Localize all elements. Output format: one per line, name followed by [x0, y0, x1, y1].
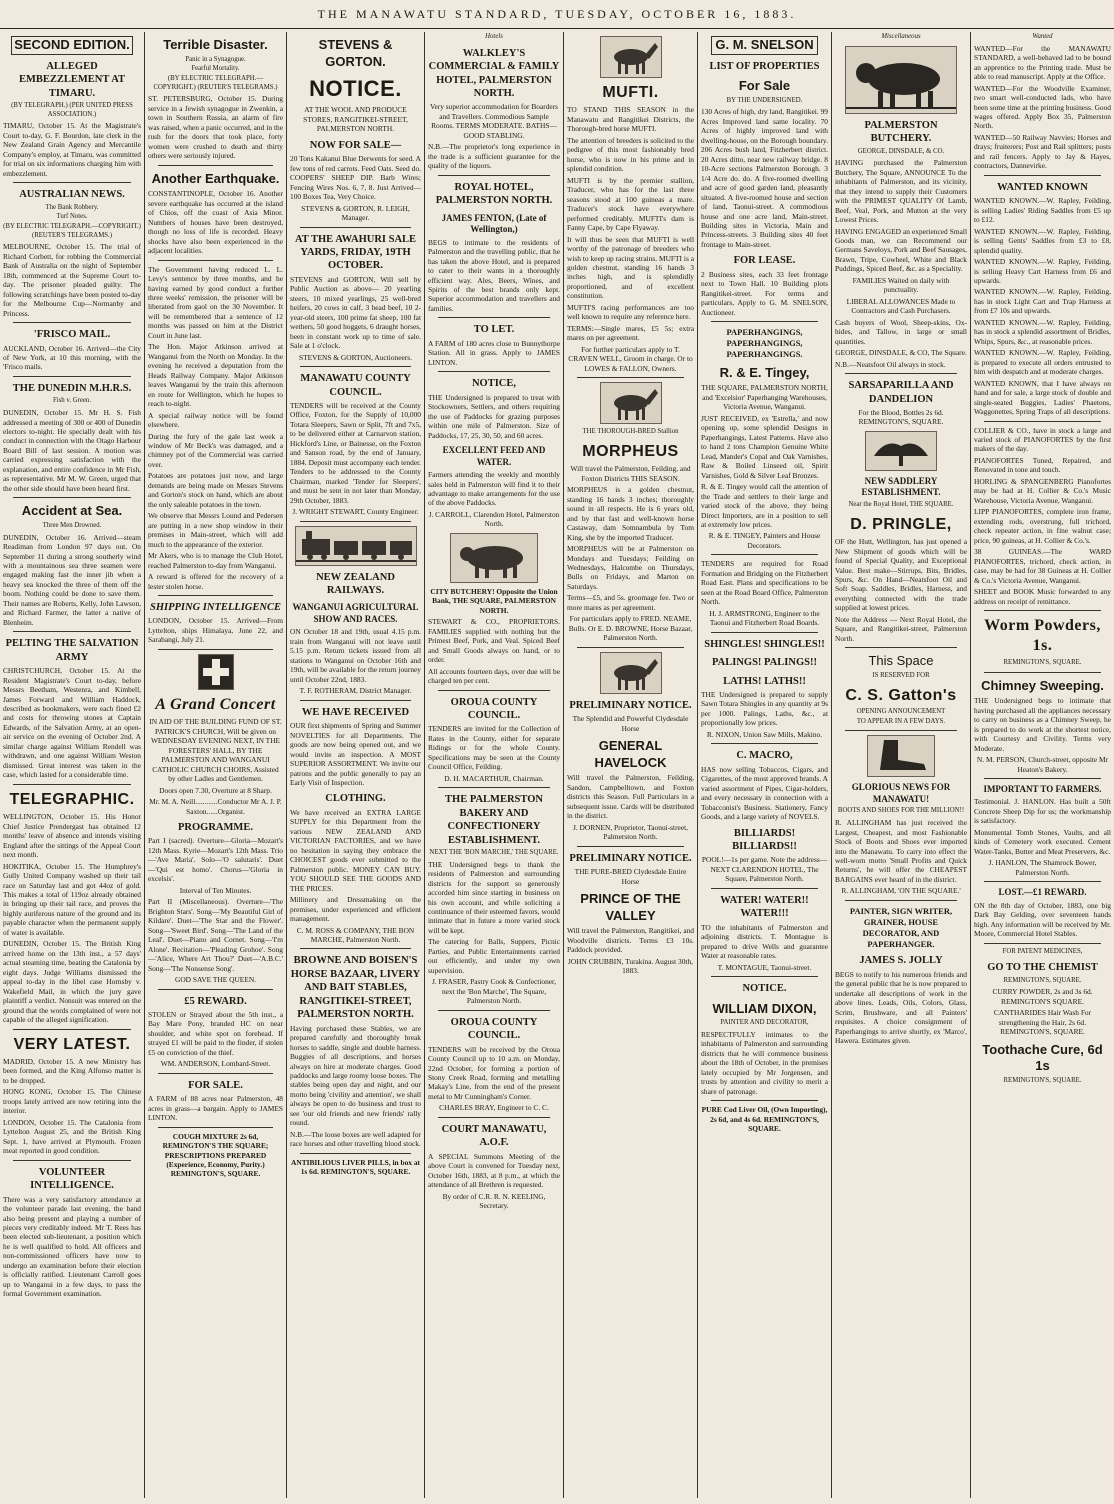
water-text: TO the inhabitants of Palmerston and adjoining districts. T. Montague is prepared to drive Wells and guarantee Water at reasonable rates. — [701, 922, 828, 961]
hotel-note: N.B.—The proprietor's long experience in the trade is a sufficient guarantee for the quality of the liquors. — [428, 142, 560, 171]
railway-subtitle: WANGANUI AGRICULTURAL SHOW AND RACES. — [292, 602, 419, 624]
paper-signature: R. & E. TINGEY, Painters and House Decorators. — [708, 531, 821, 550]
concert-doors: Doors open 7.30, Overture at 8 Sharp. — [159, 785, 272, 795]
lease-text: 2 Business sites, each 33 feet frontage next to Town Hall. 10 Building plots Rangitikei-street. For terms and particulars, Apply to G. M. SNELSON, Auctioneer. — [701, 269, 828, 317]
hotel-title: ROYAL HOTEL, PALMERSTON NORTH. — [435, 181, 553, 207]
programme-part-2: Part II (Miscellaneous). Overture—'The Brighton Stars'. Song—'My Beautiful Girl of Kildare'. Duet—'The Star and the Flower'. Song—'Sweet Bird'. Song—'The Land of the Leal'. Duet—Piano and Cornet. Song—'I'm Alone'. Recitation—'Pleading Grohoe'. Song—'Alice, Where Art Thou?' Duet—'A.B.C.' Song—'The Nonsense Song'. — [148, 897, 283, 973]
stallion-heading: THE THOROUGH-BRED Stallion — [582, 428, 679, 436]
local-news: Potatoes are potatoes just now, and large demands are being made on Messrs Stevens and Gorton's stock on hand, which are about the only saleable potatoes in the town. — [148, 471, 283, 509]
column-1 — [0, 32, 144, 1498]
reserved-for: IS RESERVED FOR — [872, 671, 930, 679]
horse-engraving-icon — [600, 652, 662, 694]
butchery-title: PALMERSTON BUTCHERY. — [864, 119, 938, 145]
headline: TELEGRAPHIC. — [9, 790, 135, 808]
stallion-text: MORPHEUS will be at Palmerston on Mondays and Tuesdays; Feilding on Wednesdays, Halcombe on Thursdays, Bulls on Fridays, and Marton on Saturdays. — [567, 544, 694, 591]
paper-text: R. & E. Tingey would call the attention of the Trade and settlers to their large and varied stock of the above, they being Direct Importers, are in a position to sell at extremely low prices. — [701, 482, 828, 529]
palings-title: PALINGS! PALINGS!! — [712, 657, 817, 669]
butchery-signature: GEORGE, DINSDALE, & CO, The Square. — [835, 348, 967, 358]
painter-name: WILLIAM DIXON, — [712, 1000, 817, 1016]
notice-signature: JOHN CRUBBIN, Turakina. August 30th, 1883. — [567, 956, 694, 976]
farmers-text: Testimonial. J. HANLON. Has built a 50ft Concrete Sheep Dip for us; the workmanship is satisfactory. — [974, 797, 1111, 826]
reward-title: £5 REWARD. — [184, 995, 247, 1007]
section-title: SECOND EDITION. — [11, 36, 133, 55]
column-2 — [145, 32, 286, 1498]
column-8 — [971, 32, 1114, 1498]
railway-text: ON October 18 and 19th, usual 4.15 p.m. train from Wanganui will not leave until 5.15 p.m. Return tickets issued from all stations to Wanganui on October 16th and 19th, will be available for the return journey until October 22nd, 1883. — [290, 627, 421, 684]
stallion-name: MORPHEUS — [582, 442, 679, 460]
council-text: TENDERS are invited for the Collection of Rates in the County, either for separate Ridings or for the whole County. Specifications may be seen at the County Council Office, Feilding. — [428, 724, 560, 772]
article-text: LONDON, October 15. Arrived—From Lyttelton, ships Himalaya, June 22, and Sarabangi, July 21. — [148, 616, 283, 645]
headline: VERY LATEST. — [13, 1035, 131, 1053]
wanted-ad: WANTED—For the MANAWATU STANDARD, a well-behaved lad to be bound an apprentice to the Printing trade. Must be able to read manuscript. Apply at the Office. — [974, 43, 1111, 82]
piano-ad: PIANOFORTES Tuned, Repaired, and Renovated in tone and touch. — [974, 455, 1111, 475]
masthead — [0, 0, 1114, 29]
notice-title: PRELIMINARY NOTICE. — [569, 699, 692, 711]
boots-text: R. ALLINGHAM has just received the Largest, Cheapest, and most Fashionable Stock of Boots and Shoes ever imported into the Manawatu. To carry into effect the well-worn motto 'Small Profits and Quick Returns', he will offer the CHEAPEST BARGAINS ever heard of in the district. — [835, 818, 967, 884]
laths-title: LATHS! LATHS!! — [723, 675, 806, 687]
ad-signature: STEVENS & GORTON, R. LEIGH, Manager. — [301, 203, 410, 223]
stallion-name: MUFTI. — [602, 84, 659, 101]
water-title: WATER! WATER!! WATER!!! — [720, 894, 809, 920]
butchery-note: All accounts fourteen days, over due will be charged ten per cent. — [428, 666, 560, 686]
tender-text: TENDERS are required for Road Formation and Bridging on the Fitzherbert Road East. Plans and specifications to be seen at the Road Board Office, Palmerston North. — [701, 559, 828, 607]
notice-title: PRELIMINARY NOTICE. — [569, 852, 692, 864]
train-engraving-icon — [295, 526, 417, 566]
article-text: AUCKLAND, October 16. Arrived—the City of New York, at 10 this morning, with the 'Frisco mails. — [3, 343, 141, 372]
council-title: OROUA COUNTY COUNCIL. — [450, 696, 538, 721]
section-label: Miscellaneous — [881, 33, 921, 40]
notice-text: Will travel the Palmerston, Rangitikei, and Woodville districts. Terms £3 10s. Paddock provided. — [567, 926, 694, 955]
tobacconist-text: HAS now selling Tobaccos, Cigars, and Cigarettes, of the most approved brands. A varied assortment of Pipes, Cigar-holders, and every necessary in connection with a Tobacconist's Business. Stationery, Fancy Goods, and a large variety of NOVELS. — [701, 764, 828, 822]
programme-interval: Interval of Ten Minutes. — [179, 885, 252, 895]
notice-text: THE Undersigned is prepared to treat with Stockowners, Settlers, and others requiring the use of Paddocks for grazing purposes within one mile of Palmerston. Size of Paddocks, 17, 25, 30, 50, and 60 acres. — [428, 392, 560, 440]
auction-signature: STEVENS & GORTON, Auctioneers. — [299, 352, 412, 362]
headline: VOLUNTEER INTELLIGENCE. — [30, 1166, 114, 1192]
notice-title: NOTICE. — [742, 983, 787, 995]
butchery-text: HAVING purchased the Palmerston Butchery, The Square, ANNOUNCE To the inhabitants of Palmerston, and its vicinity, that they intend to supply their Customers with the PRIMEST QUALITY Of Lamb, Beef, Veal, Pork, and Mutton at the very Lowest Prices. — [835, 158, 967, 225]
piano-ad: COLLIER & CO., have in stock a large and varied stock of PIANOFORTES by the first makers of the day. — [974, 425, 1111, 454]
butchery-title: CITY BUTCHERY! Opposite the Union Bank, THE SQUARE, PALMERSTON NORTH. — [430, 586, 558, 615]
subheading: Turf Notes. — [56, 213, 88, 221]
pills-ad: ANTIBILIOUS LIVER PILLS, in box at 1s 6d. REMINGTON'S, SQUARE. — [291, 1157, 420, 1177]
ad-list: 20 Tons Kakanui Blue Derwents for seed. A few tons of red carrots. Feed Oats. Seed do. COOPERS' SHEEP DIP. Barb Wires; Fencing Wires Nos. 6, 7, 8. Just Arrived—100 Boxes Tea, Very Choice. — [290, 154, 421, 202]
medicine-address: REMINGTON'S, SQUARE. — [1003, 976, 1082, 984]
section-label: Wanted — [1032, 33, 1053, 40]
lost-title: LOST.—£1 REWARD. — [998, 887, 1087, 898]
paper-text: JUST RECEIVED, ex 'Estrella,' and now opening up, some splendid Designs in Paperhangings, Latest Patterns. Have also to hand 2 tons Champion Genuine White Lead, Mander's Copal and Oak Varnishes, Raw & Boiled Linseed oil, Spirit Varnishes, Gold & Silver Leaf Bronzes. — [701, 413, 828, 480]
bazaar-title: BROWNE AND BOISEN'S HORSE BAZAAR, LIVERY AND BAIT STABLES, RANGITIKEI-STREET, PALMERSTON NORTH. — [290, 955, 421, 1021]
programme-part-1: Part I (sacred). Overture—Gloria—Mozart's 12th Mass. Kyrie—Mozart's 12th Mass. Trio—'Ave Maria'. Solo—'O salutaris'. Duet—'Qui est homo'. Chorus—'Gloria in excelsis'. — [148, 836, 283, 884]
bazaar-text: Having purchased these Stables, we are prepared carefully and thoroughly break horses to saddle, single and double harness. Buggies of all descriptions, and horses always on hire at moderate charges. Good paddocks and large roomy loose boxes. The stables being open day and night, and our motto being 'civility and attention', we shall always be open to do business and trust to see 'our old friends and new friends' rally round. — [290, 1023, 421, 1128]
notice-signature: J. DORNEN, Proprietor, Taonui-street, Palmerston North. — [572, 822, 689, 842]
agent-name: G. M. SNELSON — [711, 36, 818, 55]
council-signature: CHARLES BRAY, Engineer to C. C. — [439, 1103, 549, 1113]
wanted-ad: WANTED—50 Railway Navvies; Horses and drays; fruiterers; Post and Rail splitters; posts and rail fencers. Apply to Jay & Hayes, contractors, Dannevirke. — [974, 132, 1111, 171]
headline: 'FRISCO MAIL. — [33, 329, 111, 341]
ad-location: AT THE WOOL AND PRODUCE STORES, RANGITIKEI-STREET, PALMERSTON NORTH. — [303, 105, 408, 134]
headline: Accident at Sea. — [21, 503, 123, 519]
wanted-known-ad: WANTED KNOWN.—W. Rapley, Feilding, is selling Ladies' Riding Saddles from £5 up to £12. — [974, 196, 1111, 225]
local-news: The Hon. Major Atkinson arrived at Wanganui from the North on Monday. In the evening he received a deputation from the Heads Railway Company. Major Atkinson leaves Wanganui by the train this afternoon en route for Wellington, which he hopes to reach to-night. — [148, 342, 283, 409]
headline: ALLEGED EMBEZZLEMENT AT TIMARU. — [18, 60, 126, 99]
chimney-signature: N. M. PERSON, Church-street, opposite Mr Heaton's Bakery. — [976, 755, 1109, 774]
horse-engraving-icon — [600, 382, 662, 424]
millinery-text: Millinery and Dressmaking on the premises, under experienced and efficient management. — [290, 895, 421, 924]
butchery-owner: GEORGE, DINSDALE, & CO. — [857, 147, 945, 155]
properties-title: LIST OF PROPERTIES — [709, 60, 820, 72]
worm-powders-address: REMINGTON'S, SQUARE. — [1003, 658, 1082, 666]
cross-emblem-icon — [198, 654, 234, 690]
article-text: MELBOURNE, October 15. The trial of Richard Corbett, for robbing the Commercial Bank of Australia on the night of September 18th, commenced at the Supreme Court to-day. The prisoner pleaded guilty. The following scratchings have been posted to-day for the Melbourne Cup—Normanby and Princess. — [3, 242, 141, 318]
auction-title: AT THE AWAHURI SALE YARDS, FRIDAY, 19TH OCTOBER. — [294, 233, 417, 272]
article-text: DUNEDIN, October 16. Arrived—steam Readiman from London 97 days out. On September 11 during a strong southerly wind with a mountainous sea three seamen were engaged making fast the inner jib when a heavy sea knocked the three of them off the boom. Nothing could be done to save them. Their names are Roberts, Kelly, John Lawson, and Richard Farmer, the latter a native of Blenheim. — [3, 532, 141, 627]
ad-notice-title: NOTICE. — [309, 76, 402, 102]
saddler-name: D. PRINGLE, — [850, 515, 952, 533]
stallion-text: It will thus be seen that MUFTI is well worthy of the patronage of breeders who wish to keep up racing strains. MUFTI is a golden chestnut, standing 16 hands 3 inches high, and is splendidly proportioned, and of excellent constitution. — [567, 234, 694, 301]
notice-signature: J. CARROLL, Clarendon Hotel, Palmerston North. — [428, 509, 560, 529]
for-sale-text: A FARM of 88 acres near Palmerston, 48 acres in grass—a bargain. Apply to JAMES LINTON. — [148, 1094, 283, 1123]
byline: (BY ELECTRIC TELEGRAPH.—COPYRIGHT.) (REUTER'S TELEGRAMS.) — [153, 75, 278, 91]
hotel-text: Very superior accommodation for Boarders and Travellers. Commodious Sample Rooms. TERMS MODERATE. BATHS—GOOD STABLING. — [429, 102, 559, 140]
local-news: A special railway notice will be found elsewhere. — [148, 410, 283, 430]
headline: Another Earthquake. — [151, 170, 280, 186]
stallion-terms: Terms—£5, and 5s. groomage fee. Two or more mares as per agreement. — [567, 593, 694, 612]
horse-engraving-icon — [600, 36, 662, 78]
bull-engraving-icon — [450, 533, 538, 583]
tender-signature: J. WRIGHT STEWART, County Engineer. — [292, 507, 419, 517]
farmers-signature: J. HANLON, The Shamrock Bower, Palmerston North. — [988, 858, 1097, 877]
tender-signature: H. J. ARMSTRONG, Engineer to the Taonui and Fitzherbert Road Boards. — [709, 608, 820, 628]
toothache-title: Toothache Cure, 6d 1s — [982, 1041, 1103, 1074]
article-text: HONG KONG, October 15. The Chinese troops lately arrived are now retiring into the interior. — [3, 1087, 141, 1116]
cod-liver-oil-ad: PURE Cod Liver Oil, (Own Importing), 2s 6d, and 4s 6d. REMINGTON'S, SQUARE. — [701, 1105, 828, 1134]
butchery-text: LIBERAL ALLOWANCES Made to Contractors and Cash Purchasers. — [846, 296, 956, 316]
local-news: During the fury of the gale last week a window of Mr Beck's was damaged, and a chimney pot of the Commercial was carried over. — [148, 431, 283, 469]
article-text: MADRID, October 15. A new Ministry has been formed, and the King Alfonso matter is to be dropped. — [3, 1057, 141, 1085]
farmers-text: Monumental Tomb Stones, Vaults, and all kinds of Cemetery work executed. Cement Water-Tanks, Butter and Meat Preservers, &c. — [974, 827, 1111, 856]
remington-ad: COUGH MIXTURE 2s 6d, REMINGTON'S THE SQUARE; PRESCRIPTIONS PREPARED (Experience, Economy, Purity.) REMINGTON'S, SQUARE. — [162, 1131, 269, 1179]
stallion-text: MUFTI'S racing performances are too well known to require any reference here. — [567, 302, 694, 322]
council-text: TENDERS will be received by the Oroua County Council up to 10 a.m. on Monday, 22nd October, for forming a portion of Stony Creek Road, forming and metalling Makay's Line, from the end of the present metal to Mr Cunningham's Corner. — [428, 1044, 560, 1101]
column-7 — [832, 32, 970, 1498]
court-text: A SPECIAL Summons Meeting of the above Court is convened for Tuesday next, October 16th, 1883, at 8 p.m., at which the attendance of all Brethren is requested. — [428, 1151, 560, 1190]
for-sale-title: FOR SALE. — [188, 1079, 243, 1091]
article-text: ST. PETERSBURG, October 15. During service in a Jewish synagogue in Zwenkin, a town in Southern Russia, an alarm of fire was raised, when a panic occurred, and in the rush for the doors that took place, forty women were crushed to death and thirty others were seriously injured. — [148, 94, 283, 161]
properties-for-sale: For Sale — [738, 78, 791, 94]
wanted-known-ad: WANTED KNOWN.—W. Rapley, Feilding, is selling Gents' Saddles from £3 to £8, splendid quality. — [974, 226, 1111, 255]
piano-ad: SHEET and BOOK Music forwarded to any address on receipt of remittance. — [974, 587, 1111, 606]
article-text: TIMARU, October 15. At the Magistrate's Court to-day, G. F. Bourdon, late clerk in the New Zealand Grain Agency and Mercantile Company's employ, at Timaru, was committed for trial on six informations charging him with embezzlement. — [3, 121, 141, 178]
column-3 — [287, 32, 424, 1498]
column-6 — [698, 32, 831, 1498]
stallion-terms: TERMS:—Single mares, £5 5s; extra mares on per agreement. — [567, 323, 694, 343]
bakery-title: THE PALMERSTON BAKERY AND CONFECTIONERY ESTABLISHMENT. — [445, 794, 543, 846]
shingles-signature: R. NIXON, Union Saw Mills, Makino. — [706, 729, 823, 739]
painter-title: PAINTER, SIGN WRITER, GRAINER, HOUSE DECORATOR, AND PAPERHANGER. — [849, 905, 953, 949]
article-text: LONDON, October 15. The Catalonia from Lyttelton August 25, and the British King Sept. 1, have arrived at Plymouth. Frozen meat reported in good condition. — [3, 1117, 141, 1156]
properties-list: 130 Acres of high, dry land, Rangitikei. 99 Acres Improved land same locality. 70 Acres of highly improved land with dwelling-house, on the Borough boundary. 206 Acres bush land, Fitzherbert district. 20 Acres ditto, near new railway bridge. 8 10-Acre sections Palmerston Borough. 3 1/4 Acre do. do. A five-roomed dwelling and acre of good garden land, pleasantly situated. A five-roomed house and section of land, Taonui-street. A commodious house and one acre land, Main-street. Building sites in Victoria, Main and Princess-streets. 3 Building sites 40 feet frontage to Main-street. — [701, 107, 828, 249]
notice-text: THE PURE-BRED Clydesdale Entire Horse — [574, 867, 687, 886]
water-signature: T. MONTAGUE, Taonui-street. — [717, 962, 812, 972]
tender-title: MANAWATU COUNTY COUNCIL. — [300, 373, 411, 398]
article-text: DUNEDIN, October 15. Mr H. S. Fish addressed a meeting of 300 or 400 of Dunedin electors to-night. He specially dealt with his conduct in connection with the Otago Harbour Board Bill of last session. A motion was carried expressing satisfaction with the explanation, and entire confidence in Mr Fish, as representative. Mr M. W. Green, urged that the other side should have been heard first. — [3, 408, 141, 493]
painter-text: BEGS to notify to his numerous friends and the general public that he is now prepared to undertake all descriptions of work in the above lines. Leads, Oils, Colors, Glass, Scrim, Brushware, and all Painters' requisites. A choice consignment of Paperhangings to arrive shortly, ex 'Marco', Hawera. Estimates given. — [835, 969, 967, 1046]
notice-feed: EXCELLENT FEED AND WATER. — [442, 445, 546, 467]
reward-text: STOLEN or Strayed about the 5th inst., a Bay Mare Pony, branded HC on near shoulder, and white spot on forehead. If strayed £1 will be paid to the finder, if stolen £5 on conviction of the thief. — [148, 1009, 283, 1057]
headline: PELTING THE SALVATION ARMY — [5, 638, 139, 663]
chimney-title: Chimney Sweeping. — [981, 677, 1104, 693]
column-5 — [564, 32, 697, 1498]
stallion-text: Will travel the Palmerston, Feilding, and Foxton Districts THIS SEASON. — [570, 464, 691, 483]
stallion-text: MUFTI is by the premier stallion, Traducer, who has for the last three seasons stood at 100 guineas a mare. Traducer's stock have everywhere performed creditably. MUFTI's dam is Fanny Cape, by Cape Flyaway. — [567, 175, 694, 233]
wanted-known-title: WANTED KNOWN — [997, 181, 1088, 193]
byline: (BY ELECTRIC TELEGRAPH.—COPYRIGHT.) (REUTER'S TELEGRAMS.) — [3, 222, 141, 239]
painter-trade: PAINTER AND DECORATOR, — [720, 1019, 809, 1027]
reserved-opening: OPENING ANNOUNCEMENT — [856, 708, 946, 716]
masthead-title: THE MANAWATU STANDARD, TUESDAY, OCTOBER 16, 1883. — [317, 6, 797, 21]
concert-staff: Mr. M. A. Neill............Conductor Mr A. J. P. Saxton......Organist. — [149, 797, 282, 816]
shingles-text: THE Undersigned is prepared to supply Sawn Totara Shingles in any quantity at 9s per 1000. Palings, Laths, &c., at proportionally low prices. — [701, 690, 828, 728]
notice-title: NOTICE, — [471, 378, 517, 390]
curry-ad: CURRY POWDER, 2s and 3s 6d. REMINGTON'S SQUARE. — [992, 987, 1093, 1006]
paper-title: PAPERHANGINGS, PAPERHANGINGS, PAPERHANGINGS. — [726, 327, 803, 359]
horse-name: PRINCE OF THE VALLEY — [580, 891, 681, 923]
notice-text: The Splendid and Powerful Clydesdale Horse — [572, 714, 689, 733]
stallion-text: MORPHEUS is a golden chestnut, standing 16 hands 3 inches; thoroughly sound in all respects. He is 6 years old, and by that fast and well-known horse Castaway, dam Somnambula by Tom King, she by the imported Traducer. — [567, 485, 694, 542]
worm-powders-title: Worm Powders, 1s. — [984, 616, 1101, 655]
article-text: HOKITIKA, October 15. The Humphrey's Gully United Company washed up their tail race on Saturday last and got 44oz of gold. This makes a total of 119oz already obtained in bringing up their tail race, and proves the highly auriferous nature of the ground and its payable character when the permanent supply of water is available. — [3, 861, 141, 937]
medicine-title: GO TO THE CHEMIST — [987, 962, 1098, 974]
concert-details: IN AID OF THE BUILDING FUND OF ST. PATRICK'S CHURCH, Will be given on WEDNESDAY EVENING NEXT, IN THE FORESTERS' HALL, BY THE PALMERSTON AND WANGANUI CATHOLIC CHURCH CHOIRS, Assisted by other Ladies and Gentlemen. — [149, 717, 282, 784]
stallion-text: TO STAND THIS SEASON in the Manawatu and Rangitikei Districts, the Thorough-bred horse MUFTI. — [567, 105, 694, 134]
saddlery-text: OF the Hutt, Wellington, has just opened a New Shipment of goods which will be found of Special Quality, and Exceptional Value. Best make—Stirrups, Bits, Bridles, Spurs, &c. On Hand—Neatsfoot Oil and Soft Soap. Saddles, Bridles, Harness, and everything connected with the trade supplied at lowest prices. — [835, 537, 967, 613]
stallion-contact: For particulars apply to FRED. NEAME, Bulls. Or E. D. BROWNE, Horse Bazaar, Palmerston North. — [568, 614, 693, 643]
properties-by: BY THE UNDERSIGNED. — [726, 96, 803, 104]
horse-name: GENERAL HAVELOCK — [594, 738, 667, 770]
hotel-title: WALKLEY'S COMMERCIAL & FAMILY HOTEL, PALMERSTON NORTH. — [428, 47, 560, 99]
subheading: Fish v. Green. — [52, 397, 92, 405]
to-let-title: TO LET. — [473, 324, 515, 336]
saddlery-location: Near the Royal Hotel, THE SQUARE. — [848, 500, 954, 508]
clothing-text: We have received an EXTRA LARGE SUPPLY for this Department from the various NEW ZEALAND AND VICTORIAN FACTORIES, and we have no hesitation in saying they embrace the CHOICEST goods ever submitted to the Palmerston public. MONEY CAN BUY. YOU SHOULD SEE THE GOODS AND THE PRICES. — [290, 807, 421, 893]
paper-firm: R. & E. Tingey, — [719, 364, 810, 380]
butchery-text: FAMILIES Waited on daily with punctuality. — [852, 275, 950, 295]
programme-title: PROGRAMME. — [178, 822, 253, 834]
bakery-signature: J. FRASER, Pastry Cook & Confectioner, next the 'Bon Marche', The Square, Palmerston North. — [431, 977, 557, 1006]
council-title: OROUA COUNTY COUNCIL. — [450, 1016, 538, 1042]
butchery-text: Cash buyers of Wool, Sheep-skins, Ox-hides, and Tallow, in large or small quantities. — [835, 317, 967, 346]
farmers-title: IMPORTANT TO FARMERS. — [983, 783, 1102, 794]
to-let-text: A FARM of 180 acres close to Bunnythorpe Station. All in grass. Apply to JAMES LINTON. — [428, 338, 560, 367]
shingles-title: SHINGLES! SHINGLES!! — [704, 638, 825, 650]
reserved-name: C. S. Gatton's — [845, 686, 957, 704]
wanted-known-ad: WANTED KNOWN.—W. Rapley, Feilding, is prepared to execute all orders entrusted to him with despatch and at moderate charges. — [974, 348, 1111, 377]
stallion-text: The attention of breeders is solicited to the pedigree of this most fashionably bred horse, who is now in his prime and in splendid condition. — [567, 135, 694, 174]
programme-anthem: GOD SAVE THE QUEEN. — [174, 975, 257, 985]
article-text: WELLINGTON, October 15. His Honor Chief Justice Prendergast has obtained 12 months' leave of absence and intends visiting England after the sittings of the Appeal Court next month. — [3, 812, 141, 860]
wanted-known-ad: WANTED KNOWN.—W. Rapley, Feilding, is selling Heavy Cart Harness from £6 and upwards. — [974, 257, 1111, 285]
wanted-known-ad: WANTED KNOWN.—W. Rapley, Feilding, has in stock Light Cart and Trap Harness at from £7 10s and upwards. — [974, 287, 1111, 316]
reward-signature: WM. ANDERSON, Lombard-Street. — [160, 1059, 271, 1069]
court-signature: By order of C.R. R. N. KEELING, Secretary. — [442, 1191, 546, 1211]
column-4 — [425, 32, 563, 1498]
headline: Terrible Disaster. — [163, 37, 268, 52]
saddle-engraving-icon — [865, 431, 937, 471]
notice-text: Farmers attending the weekly and monthly sales held in Palmerston will find it to their advantage to make arrangements for the use of the above Paddocks. — [428, 470, 560, 508]
clothing-title: CLOTHING. — [325, 793, 386, 805]
auction-text: STEVENS and GORTON, Will sell by Public Auction as above— 20 yearling steers, 10 mixed yearlings, 25 well-bred heifers, 20 cows in calf, 3 head beef, 10 2-year-old steers, 100 prime fat sheep, 100 fat wethers, 50 good hoggets, 6 draught horses, been in constant work up to time of sale. Sale at 1 o'clock. — [290, 274, 421, 351]
ad-heading: NOW FOR SALE— — [309, 139, 402, 151]
court-title: COURT MANAWATU, A.O.F. — [441, 1123, 547, 1149]
railway-title: NEW ZEALAND RAILWAYS. — [316, 571, 395, 596]
painter-name: JAMES S. JOLLY — [859, 955, 943, 967]
subheading: The Bank Robbery. — [45, 203, 99, 211]
local-news: A reward is offered for the recovery of a lester stolen horse. — [148, 572, 283, 591]
hair-wash-ad: CANTHARIDES Hair Wash For strengthening the Hair, 2s 6d. REMINGTON'S, SQUARE. — [993, 1008, 1092, 1037]
railway-signature: T. F. ROTHERAM, District Manager. — [299, 686, 412, 696]
drapery-signature: C. M. ROSS & COMPANY, THE BON MARCHE, Palmerston North. — [296, 925, 415, 944]
reserved-appear: TO APPEAR IN A FEW DAYS. — [856, 717, 946, 725]
boots-subtitle: BOOTS AND SHOES FOR THE MILLION!! — [837, 807, 965, 815]
billiards-title: BILLIARDS! BILLIARDS!! — [732, 827, 797, 853]
wanted-known-ad: WANTED KNOWN, that I have always on hand and for sale, a large stock of double and single-seated Buggies, Ladies' Phaetons, Waggonettes, Spring Traps of all descriptions. — [974, 378, 1111, 417]
notice-text: Will travel the Palmerston, Feilding, Sandon, Campbelltown, and Foxton districts this Season. Full Particulars in a subsequent issue. Cards will be distributed in the district. — [567, 773, 694, 821]
sarsaparilla-text: For the Blood, Bottles 2s 6d. REMINGTON'S, SQUARE. — [858, 407, 944, 427]
medicine-for: FOR PATENT MEDICINES, — [1002, 947, 1083, 955]
bakery-text: The catering for Balls, Suppers, Picnic Parties, and Public Entertainments carried out efficiently, and under my own supervision. — [428, 937, 560, 975]
butchery-note: N.B.—Neatsfoot Oil always in stock. — [835, 359, 946, 369]
piano-ad: HORLING & SPANGENBERG Pianofortes may be had at H. Collier & Co.'s Music Warehouse, Victoria Avenue, Wanganui. — [974, 476, 1111, 505]
article-text: CONSTANTINOPLE, October 16. Another severe earthquake has occurred at the island of Chios, off the coast of Asia Minor. Numbers of houses have been destroyed, though no loss of life is recorded. Heavy shocks have also been experienced in the adjacent localities. — [148, 189, 283, 256]
drapery-text: OUR first shipments of Spring and Summer NOVELTIES for all Departments. The goods are now being opened out, and we would invite an inspection. A MOST SUPERIOR ASSORTMENT. We invite our patrons and the public generally to pay an Early Visit of Inspection. — [290, 721, 421, 787]
boots-signature: R. ALLINGHAM, 'ON THE SQUARE.' — [841, 886, 961, 896]
lost-text: ON the 8th day of October, 1883, one big Dark Bay Gelding, over seventeen hands high. Any information will be received by Mr. Moore, Commercial Hotel Stables. — [974, 900, 1111, 939]
hotel-text: BEGS to intimate to the residents of Palmerston and the travelling public, that he has taken the above Hotel, and is prepared to cater to their wants in a thoroughly efficient way. Ales, Beers, Wines, and Spirits of the best brands only kept. Superior accommodation and travellers and families. — [428, 237, 560, 313]
butchery-text: STEWART & CO., PROPRIETORS. FAMILIES supplied with nothing but the Primest Beef, Pork, and Veal. Spiced Beef and Small Goods always on hand, or to order. — [428, 617, 560, 665]
paper-address: THE SQUARE, PALMERSTON NORTH, and 'Excelsior' Paperhanging Warehouses, Victoria Avenue, Wanganui. — [701, 383, 828, 412]
article-text: There was a very satisfactory attendance at the volunteer parade last evening, the band also being present and playing a number of pieces very creditably indeed. Mr T. Rees has been elected sub-lieutenant, a position which he is well qualified to hold. All officers and non-commissioned officers have now to undergo an examination before their election is officially ratified. Lieutenant Carroll goes up to Wanganui in a few days, to pass the formal Government examination. — [3, 1194, 141, 1299]
tender-text: TENDERS will be received at the County Office, Foxton, for the Supply of 10,000 Totara Sleepers, Sawn or Split, 7ft and 7x5, to be delivered either at Carnarvon station, Hickford's Line, or Bainesse, on the Foxton and Sanson road, by the end of January, 1884. Deposit must accompany each tender. Tenders to be addressed to the County Chairman, marked 'Tender for Sleepers', and must be sent in not later than Monday, 29th October, 1883. — [290, 400, 421, 505]
local-news: We observe that Messrs Lound and Pedersen are putting in a new shop window in their premises in Main-street, which will add much to the appearance of the exterior. — [148, 511, 283, 549]
section-label: Hotels — [485, 33, 503, 40]
subheading: Three Men Drowned. — [42, 521, 102, 529]
bakery-text: THE Undersigned begs to thank the residents of Palmerston and surrounding districts for the support so generously accorded him since starting in business on his own account, and while soliciting a continuance of their esteemed favors, would intimate that in future a more varied stock will be kept. — [428, 859, 560, 935]
byline: (BY TELEGRAPH.) (PER UNITED PRESS ASSOCIATION.) — [11, 101, 133, 118]
council-signature: D. H. MACARTHUR, Chairman. — [444, 773, 544, 783]
saddlery-note: Note the Address — Next Royal Hotel, the Square, and Rangitikei-street, Palmerston North. — [835, 614, 967, 643]
headline: AUSTRALIAN NEWS. — [19, 189, 125, 201]
drapery-title: WE HAVE RECEIVED — [301, 706, 410, 718]
billiards-text: POOL!—1s per game. Note the address—NEXT CLARENDON HOTEL, The Square, Palmerston North. — [701, 855, 828, 884]
headline: THE DUNEDIN M.H.R.S. — [12, 382, 132, 394]
chimney-text: THE Undersigned begs to intimate that having purchased all the appliances necessary to carry on business as a Chimney Sweep, he is prepared to do work at the shortest notice, with Courtesy and Civility. Terms very Moderate. — [974, 696, 1111, 753]
tobacconist-name: C. MACRO, — [736, 750, 793, 762]
hotel-owner: JAMES FENTON, (Late of Wellington,) — [441, 212, 547, 235]
boots-title: GLORIOUS NEWS FOR MANAWATU! — [851, 782, 951, 804]
boot-engraving-icon — [867, 735, 935, 777]
bazaar-note: N.B.—The loose boxes are well adapted for race horses and other travelling blood stock. — [290, 1129, 421, 1149]
bull-engraving-icon — [845, 46, 957, 114]
local-news: The Government having reduced L. L. Levy's sentence by three months, and he having earned by good conduct a further three weeks' remission, the prisoner will be liberated from gaol on the 30 November. It will be remembered that a sentence of 12 months was passed on him at the District Court in June last. — [148, 264, 283, 340]
reserved-space: This Space — [868, 653, 934, 669]
lease-title: FOR LEASE. — [733, 255, 796, 267]
saddlery-title: NEW SADDLERY ESTABLISHMENT. — [861, 475, 941, 498]
sarsaparilla-title: SARSAPARILLA AND DANDELION — [848, 380, 954, 405]
article-text: CHRISTCHURCH, October 15. At the Resident Magistrate's Court to-day, before Messrs Beetham, Westenra, and Kimbell, James Forward and William Haddock, described as bookmakers, were each fined £2 and costs for throwing stones at Captain Edwards, of the Salvation Army, at an open-air service on the evening of October 2nd. A similar charge against William Rendell was withdrawn, and one against William Weston dismissed. Great interest was taken in the case, which lasted for a considerable time. — [3, 666, 141, 780]
wanted-known-ad: WANTED KNOWN.—W. Rapley, Feilding, has in stock a splendid assortment of Bridles, Whips, Spurs, &c., at reasonable prices. — [974, 317, 1111, 346]
headline: SHIPPING INTELLIGENCE — [150, 602, 281, 614]
wanted-ad: WANTED—For the Woodville Examiner, two smart well-conducted lads, who have been some time at the printing business. Good wages offered. Apply Box 35, Palmerston North. — [974, 83, 1111, 131]
bakery-location: NEXT THE 'BON MARCHE,' THE SQUARE. — [429, 848, 559, 856]
stallion-contact: For further particulars apply to T. CRAVEN WELL, Groom in charge. Or to LOWES & FALLON, Owners. — [568, 344, 693, 373]
subheading: Panic in a Synagogue. — [185, 55, 246, 63]
butchery-text: HAVING ENGAGED an experienced Small Goods man, we can Recommend our Germans Saveloys, Pork and Beef Sausages, Brawn, Tripe, Cowheel, White and Black Puddings, Spiced Beef, &c. as a Speciality. — [835, 226, 967, 274]
subheading: Fearful Mortality. — [191, 65, 240, 73]
toothache-address: REMINGTON'S, SQUARE. — [1003, 1077, 1082, 1085]
painter-text: RESPECTFULLY intimates to the inhabitants of Palmerston and surrounding districts that he will commence business about the 18th of October, in the premises lately occupied by Mr Jorgensen, and trusts by attention and civility to merit a share of patronage. — [701, 1029, 828, 1096]
piano-ad: 38 GUINEAS.—The WARD PIANOFORTES, trichord, check action, in case, may be had for 38 Guineas at H. Collier & Co.'s Victoria Avenue, Wanganui. — [974, 547, 1111, 585]
local-news: Mr Akers, who is to manage the Club Hotel, reached Palmerston to-day from Wanganui. — [148, 551, 283, 570]
piano-ad: LIPP PIANOFORTES, complete iron frame, extending rods, overstrung, full trichord, check repeater action, in fine walnut case; price, 90 guineas, at H. Collier & Co.'s. — [974, 507, 1111, 545]
concert-title: A Grand Concert — [155, 695, 276, 713]
ad-company: STEVENS & GORTON. — [318, 37, 393, 69]
article-text: DUNEDIN, October 15. The British King arrived home on the 13th inst., a 57 days' actual steaming time, beating the Catalonia by eight days. Judge Williams dismissed the appeal to-day in the libel case Hornsby v. Wakefield Mail, in which the jury gave plaintiff a verdict. Nonsuit was entered on the ground that the words complained of were not capable of the alleged signification. — [3, 939, 141, 1025]
